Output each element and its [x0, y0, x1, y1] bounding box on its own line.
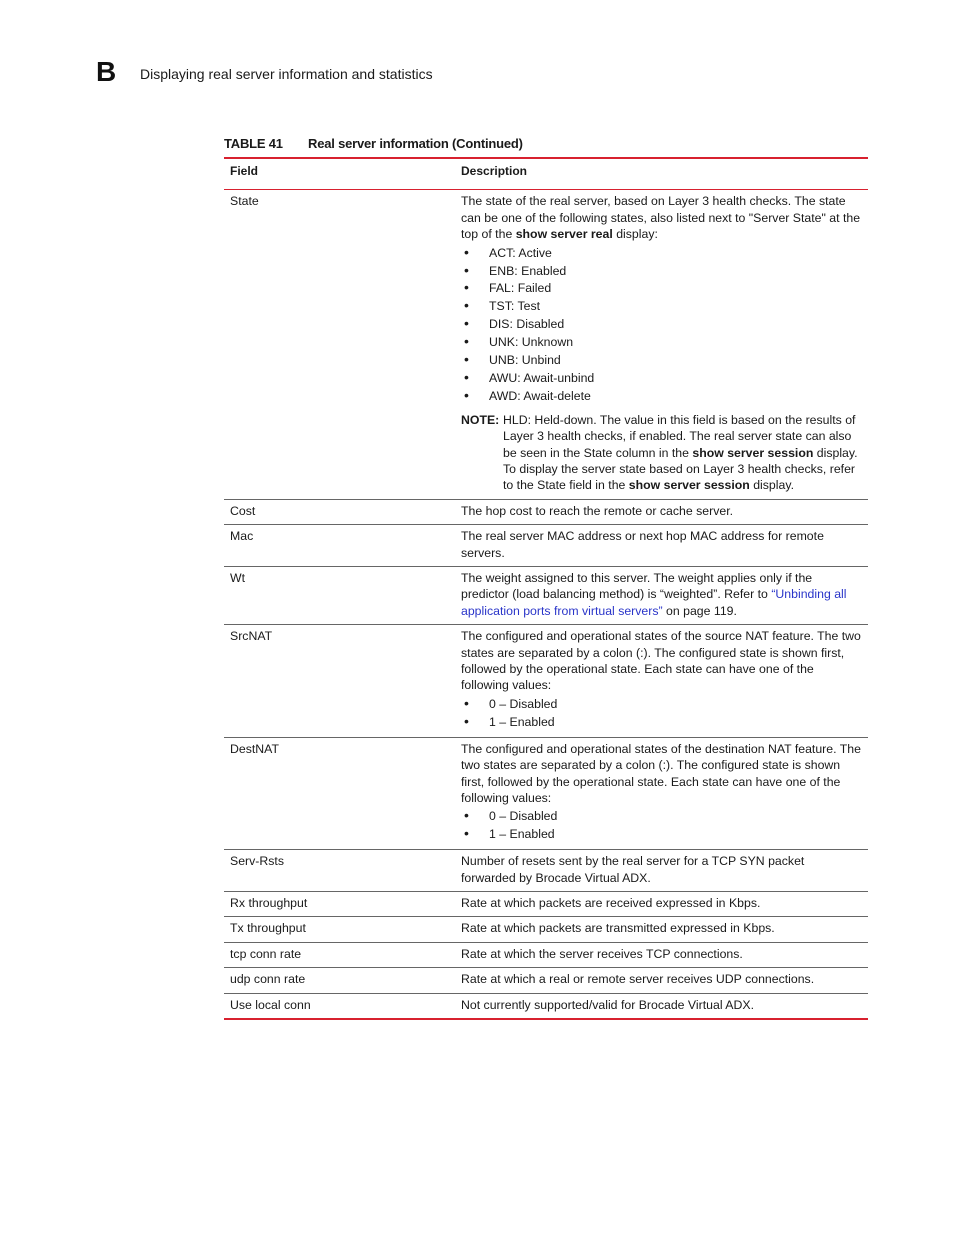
list-item: • 0 – Disabled — [464, 694, 558, 711]
list-item: • ACT: Active — [464, 243, 552, 260]
table-header-row — [224, 158, 868, 190]
desc-text: display: — [612, 227, 658, 242]
field-name: Rx throughput — [230, 895, 308, 910]
table-row-wt — [224, 567, 868, 625]
field-description: The hop cost to reach the remote or cache server. — [461, 503, 734, 518]
value-list — [461, 808, 862, 844]
table-row-use-local-conn — [224, 993, 868, 1019]
bullet-icon: • — [464, 243, 469, 260]
bullet-icon: • — [464, 297, 469, 314]
field-description: The real server MAC address or next hop MAC address for remote servers. — [461, 529, 824, 560]
table-title: Real server information (Continued) — [308, 136, 523, 151]
field-name: DestNAT — [230, 741, 279, 756]
note-text: HLD: Held-down. The value in this field is based on the results of Layer 3 health checks, if enabled. The real server state can also be seen in the State column in the show server session display. To display the server state based on Layer 3 health checks, refer to the State field in the show server session display. — [503, 412, 858, 493]
field-description: The configured and operational states of the source NAT feature. The two states are separated by a colon (:). The configured state is shown first, followed by the operational state. Each state can have one of the following values: • 0 – Disabled • 1 – Enabled — [455, 625, 868, 737]
bullet-icon: • — [464, 261, 469, 278]
desc-text: The state of the real server, based on Layer 3 health checks. The state can be one of the following states, also listed next to "Server State" at the top of the — [461, 194, 861, 242]
real-server-info-table — [224, 157, 868, 1020]
list-item: • DIS: Disabled — [464, 315, 565, 332]
field-description: Rate at which packets are received expressed in Kbps. — [461, 895, 761, 910]
bullet-icon: • — [464, 315, 469, 332]
table-row-state — [224, 190, 868, 499]
field-description: Rate at which the server receives TCP connections. — [461, 946, 743, 961]
bullet-icon: • — [464, 807, 469, 824]
list-item: • UNB: Unbind — [464, 351, 561, 368]
table-row-tx-throughput — [224, 917, 868, 942]
list-item: • AWD: Await-delete — [464, 386, 591, 403]
bullet-icon: • — [464, 694, 469, 711]
field-description: Number of resets sent by the real server for a TCP SYN packet forwarded by Brocade Virtual ADX. — [461, 854, 805, 885]
table-row-srcnat — [224, 625, 868, 737]
note-block — [461, 412, 862, 494]
list-item: • 1 – Enabled — [464, 825, 555, 842]
table-caption — [224, 136, 523, 151]
field-name: Serv-Rsts — [230, 854, 284, 869]
cross-reference-link[interactable]: “Unbinding all application ports from virtual servers” — [461, 587, 847, 618]
field-name: Use local conn — [230, 997, 311, 1012]
field-name: State — [230, 194, 259, 209]
col-header-description: Description — [461, 164, 528, 178]
table-row-rx-throughput — [224, 891, 868, 916]
bullet-icon: • — [464, 333, 469, 350]
table-number: TABLE 41 — [224, 136, 283, 151]
field-description — [455, 190, 868, 499]
appendix-letter: B — [96, 56, 117, 87]
bullet-icon: • — [464, 386, 469, 403]
list-item: • 0 – Disabled — [464, 807, 558, 824]
field-name: SrcNAT — [230, 629, 273, 644]
col-header-field: Field — [230, 164, 259, 178]
command-name: show server real — [515, 227, 613, 242]
table-row-destnat — [224, 737, 868, 849]
table-row-cost — [224, 499, 868, 524]
table-row-udp-conn-rate — [224, 968, 868, 993]
table-row-serv-rsts — [224, 850, 868, 892]
list-item: • ENB: Enabled — [464, 261, 567, 278]
bullet-icon: • — [464, 279, 469, 296]
value-list — [461, 696, 862, 732]
bullet-icon: • — [464, 825, 469, 842]
list-item: • FAL: Failed — [464, 279, 552, 296]
field-name: Wt — [230, 571, 246, 586]
list-item: • UNK: Unknown — [464, 333, 574, 350]
list-item: • TST: Test — [464, 297, 541, 314]
field-name: Mac — [230, 529, 254, 544]
note-label: NOTE: — [461, 412, 500, 427]
field-description: The weight assigned to this server. The weight applies only if the predictor (load balancing method) is “weighted”. Refer to “Unbinding all application ports from virtual servers” on page 119. — [461, 571, 847, 618]
field-name: Tx throughput — [230, 921, 306, 936]
list-item: • 1 – Enabled — [464, 712, 555, 729]
running-title: Displaying real server information and statistics — [140, 66, 433, 82]
field-description: The configured and operational states of the destination NAT feature. The two states are separated by a colon (:). The configured state is shown first, followed by the operational state. Each state can have one of the following values: • 0 – Disabled • 1 – Enabled — [455, 737, 868, 849]
bullet-icon: • — [464, 712, 469, 729]
bullet-icon: • — [464, 368, 469, 385]
list-item: • AWU: Await-unbind — [464, 368, 595, 385]
state-list — [461, 245, 862, 406]
field-description: Rate at which packets are transmitted expressed in Kbps. — [461, 921, 775, 936]
field-description: Not currently supported/valid for Brocade Virtual ADX. — [461, 997, 754, 1012]
field-description: Rate at which a real or remote server receives UDP connections. — [461, 972, 815, 987]
command-name: show server session — [628, 478, 750, 493]
table-row-tcp-conn-rate — [224, 942, 868, 967]
bullet-icon: • — [464, 351, 469, 368]
field-name: Cost — [230, 503, 256, 518]
field-name: udp conn rate — [230, 972, 306, 987]
table-row-mac — [224, 525, 868, 567]
field-name: tcp conn rate — [230, 946, 302, 961]
command-name: show server session — [692, 445, 814, 460]
